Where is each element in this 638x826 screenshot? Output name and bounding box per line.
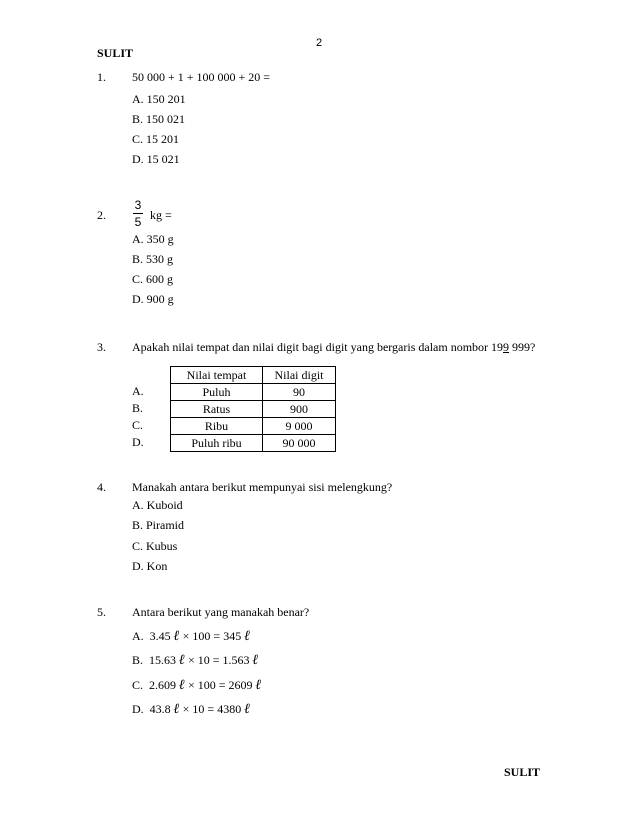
q1-option-d: D. 15 021 xyxy=(132,152,180,166)
q2-fraction-denominator: 5 xyxy=(134,215,142,229)
q3-underlined-digit: 9 xyxy=(503,340,510,354)
q5-option-label: C. xyxy=(132,678,144,692)
q4-question: Manakah antara berikut mempunyai sisi melengkung? xyxy=(132,480,393,494)
q3-letter-c: C. xyxy=(132,418,144,432)
q1-option-a: A. 150 201 xyxy=(132,92,186,106)
litre-symbol: ℓ xyxy=(255,677,262,693)
q4-option-a: A. Kuboid xyxy=(132,498,183,512)
q3-table-cell: 9 000 xyxy=(263,418,336,435)
q3-letter-a: A. xyxy=(132,384,144,398)
q3-table-header-digit: Nilai digit xyxy=(263,367,336,384)
q3-number: 3. xyxy=(97,340,106,354)
litre-symbol: ℓ xyxy=(173,701,180,717)
litre-symbol: ℓ xyxy=(244,701,251,717)
q3-letter-b: B. xyxy=(132,401,144,415)
q3-question-end: 999? xyxy=(509,340,536,354)
q5-number: 5. xyxy=(97,605,106,619)
q3-table-cell: Ratus xyxy=(171,401,263,418)
q3-letter-d: D. xyxy=(132,435,144,449)
q4-number: 4. xyxy=(97,480,106,494)
q5-option-label: A. xyxy=(132,629,144,643)
q2-fraction-numerator: 3 xyxy=(134,198,142,212)
q2-fraction-bar xyxy=(133,213,143,214)
litre-symbol: ℓ xyxy=(244,628,251,644)
table-row xyxy=(171,418,336,435)
q5-option-label: D. xyxy=(132,702,144,716)
q2-option-a: A. 350 g xyxy=(132,232,174,246)
q5-option-equation: × 100 = 345 xyxy=(182,629,242,643)
q5-option-a xyxy=(132,628,250,645)
header-sulit-label: SULIT xyxy=(97,46,134,60)
litre-symbol: ℓ xyxy=(252,652,259,668)
q4-option-d: D. Kon xyxy=(132,559,168,573)
q1-option-b: B. 150 021 xyxy=(132,112,186,126)
q3-table-cell: 90 xyxy=(263,384,336,401)
q3-table-cell: Puluh ribu xyxy=(171,435,263,452)
q5-option-d xyxy=(132,701,250,718)
q5-option-b xyxy=(132,652,259,669)
q5-option-label: B. xyxy=(132,653,144,667)
q2-option-c: C. 600 g xyxy=(132,272,174,286)
litre-symbol: ℓ xyxy=(173,628,180,644)
litre-symbol: ℓ xyxy=(179,677,185,693)
q3-table-cell: Ribu xyxy=(171,418,263,435)
q2-fraction xyxy=(132,199,144,229)
q5-option-value: 15.63 xyxy=(149,653,177,667)
page-number: 2 xyxy=(316,37,323,49)
q5-option-value: 3.45 xyxy=(149,629,171,643)
q5-option-equation: × 10 = 4380 xyxy=(182,702,242,716)
q3-table-header-row xyxy=(171,367,336,384)
q1-number: 1. xyxy=(97,70,106,84)
q5-option-equation: × 10 = 1.563 xyxy=(188,653,250,667)
q1-question: 50 000 + 1 + 100 000 + 20 = xyxy=(132,70,271,84)
litre-symbol: ℓ xyxy=(179,652,185,668)
footer-sulit-label: SULIT xyxy=(504,765,541,779)
table-row xyxy=(171,401,336,418)
q2-number: 2. xyxy=(97,208,106,222)
q5-option-equation: × 100 = 2609 xyxy=(188,678,253,692)
q5-option-value: 43.8 xyxy=(149,702,171,716)
q3-table-header-place: Nilai tempat xyxy=(171,367,263,384)
table-row xyxy=(171,384,336,401)
q3-question-text: Apakah nilai tempat dan nilai digit bagi digit yang bergaris dalam nombor 19 xyxy=(132,340,504,354)
q3-table-cell: Puluh xyxy=(171,384,263,401)
q5-option-value: 2.609 xyxy=(149,678,177,692)
q1-option-c: C. 15 201 xyxy=(132,132,180,146)
q3-table-cell: 900 xyxy=(263,401,336,418)
q2-option-b: B. 530 g xyxy=(132,252,174,266)
q5-question: Antara berikut yang manakah benar? xyxy=(132,605,310,619)
q4-option-b: B. Piramid xyxy=(132,518,185,532)
q3-place-value-table xyxy=(170,366,336,452)
table-row xyxy=(171,435,336,452)
q4-option-c: C. Kubus xyxy=(132,539,178,553)
q3-table-cell: 90 000 xyxy=(263,435,336,452)
q2-option-d: D. 900 g xyxy=(132,292,174,306)
q3-question xyxy=(132,340,535,355)
q5-option-c xyxy=(132,677,262,694)
q2-suffix: kg = xyxy=(150,208,172,222)
